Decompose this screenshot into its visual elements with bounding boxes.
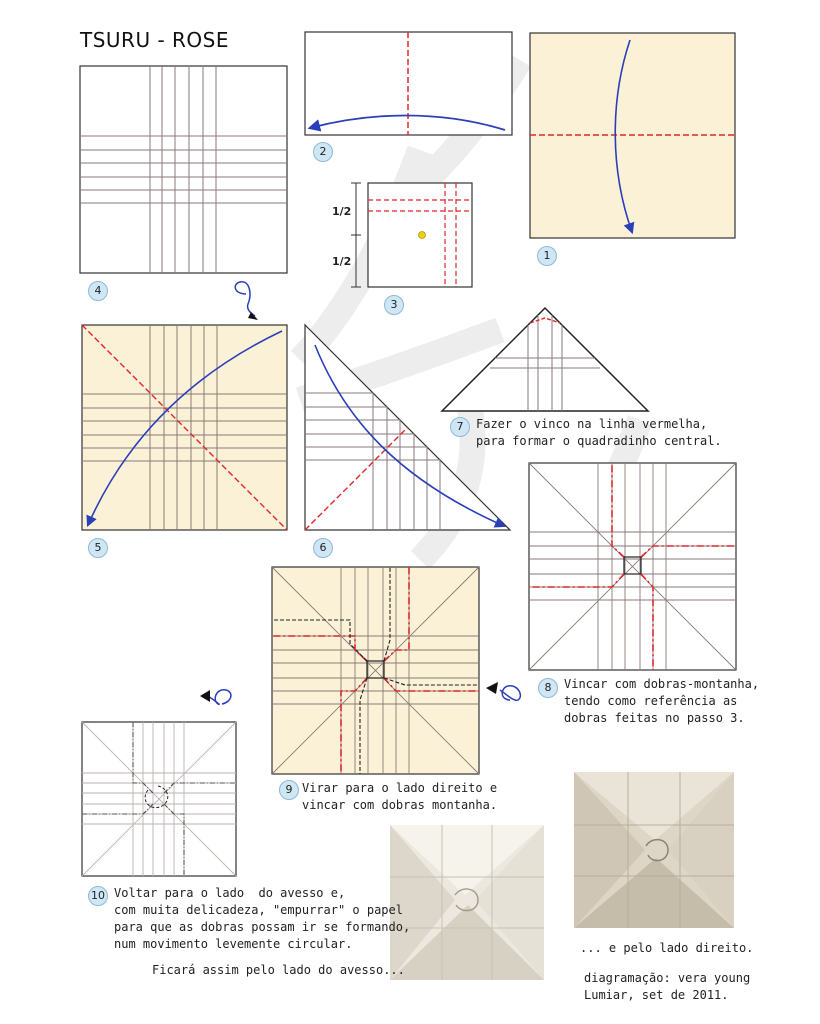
step8-diagram [529, 463, 736, 670]
page-title: TSURU - ROSE [80, 28, 229, 52]
step-badge-6: 6 [313, 538, 333, 558]
caption-step8: Vincar com dobras-montanha, tendo como referência as dobras feitas no passo 3. [564, 677, 760, 725]
step3-diagram [351, 183, 472, 287]
step4-diagram [80, 66, 287, 273]
fraction-top: 1/2 [332, 205, 352, 218]
step-badge-2: 2 [313, 142, 333, 162]
step-badge-7: 7 [450, 417, 470, 437]
credit-text: diagramação: vera young Lumiar, set de 2011. [584, 971, 751, 1002]
step-badge-3: 3 [384, 295, 404, 315]
caption-step9: Virar para o lado direito e vincar com dobras montanha. [302, 781, 498, 812]
step-badge-10: 10 [88, 886, 108, 906]
turn-over-icon [235, 282, 258, 320]
step7-diagram [442, 308, 648, 411]
step-badge-5: 5 [88, 538, 108, 558]
step10-diagram [82, 722, 236, 876]
fraction-bottom: 1/2 [332, 255, 352, 268]
step1-diagram [530, 33, 735, 238]
caption-step10: Voltar para o lado do avesso e, com muita delicadeza, "empurrar" o papel para que as dobras possam ir se formando, num movimento levemente circular. [114, 886, 411, 951]
caption-front-side: ... e pelo lado direito. [580, 941, 754, 955]
turn-over-icon-2 [486, 682, 520, 700]
caption-back-side: Ficará assim pelo lado do avesso... [152, 963, 405, 977]
step-badge-8: 8 [538, 678, 558, 698]
step-badge-9: 9 [279, 780, 299, 800]
turn-over-icon-3 [200, 690, 231, 705]
caption-step7: Fazer o vinco na linha vermelha, para formar o quadradinho central. [476, 417, 722, 448]
step-badge-4: 4 [88, 281, 108, 301]
photo-back-side [390, 825, 544, 980]
step5-diagram [82, 325, 287, 530]
step-badge-1: 1 [537, 246, 557, 266]
photo-front-side [574, 772, 734, 928]
step9-diagram [272, 567, 479, 774]
step2-diagram [305, 32, 512, 135]
